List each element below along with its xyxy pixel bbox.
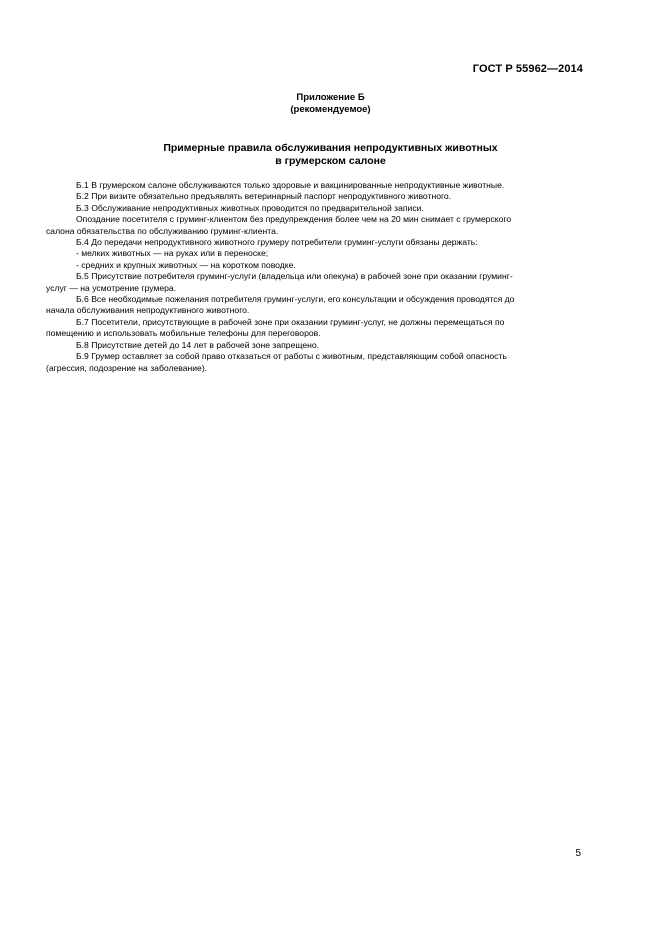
heading-line-2: в грумерском салоне (275, 155, 386, 167)
paragraph-first-line: Б.5 Присутствие потребителя груминг-услуги (владельца или опекуна) в рабочей зоне при оказании груминг- (76, 271, 513, 282)
paragraph (76, 340, 582, 351)
paragraph (46, 294, 582, 317)
paragraph-first-line: Опоздание посетителя с груминг-клиентом без предупреждения более чем на 20 мин снимает с грумерского (76, 214, 512, 225)
page-number: 5 (575, 848, 581, 859)
annex-status: (рекомендуемое) (290, 104, 371, 115)
paragraph-first-line: Б.6 Все необходимые пожелания потребителя груминг-услуги, его консультации и обсуждения проводятся до (76, 294, 515, 305)
annex-block (0, 92, 661, 116)
paragraph-first-line: - мелких животных — на руках или в переноске; (76, 248, 269, 259)
paragraph-continuation-line: начала обслуживания непродуктивного животного. (46, 305, 250, 316)
paragraph-continuation-line: салона обязательства по обслуживанию груминг-клиента. (46, 225, 279, 236)
paragraph-first-line: Б.2 При визите обязательно предъявлять ветеринарный паспорт непродуктивного животного. (76, 191, 452, 202)
paragraph (76, 260, 582, 271)
paragraph-continuation-line: услуг — на усмотрение грумера. (46, 282, 177, 293)
paragraph-first-line: Б.4 До передачи непродуктивного животного грумеру потребители груминг-услуги обязаны держать: (76, 237, 478, 248)
paragraph (76, 237, 582, 248)
heading-line-1: Примерные правила обслуживания непродуктивных животных (163, 142, 498, 154)
paragraph-first-line: - средних и крупных животных — на коротком поводке. (76, 259, 296, 270)
paragraph-continuation-line: помещению и использовать мобильные телефоны для переговоров. (46, 328, 321, 339)
section-heading (0, 142, 661, 168)
annex-title: Приложение Б (296, 92, 365, 103)
document-code: ГОСТ Р 55962—2014 (472, 63, 583, 75)
paragraph (76, 203, 582, 214)
paragraph (46, 214, 582, 237)
paragraph-first-line: Б.3 Обслуживание непродуктивных животных проводится по предварительной записи. (76, 202, 424, 213)
paragraph-continuation-line: (агрессия, подозрение на заболевание). (46, 362, 208, 373)
paragraph (76, 248, 582, 259)
paragraph-first-line: Б.1 В грумерском салоне обслуживаются только здоровые и вакцинированные непродуктивные животные. (76, 180, 505, 190)
paragraph (76, 180, 582, 191)
paragraph (46, 271, 582, 294)
paragraph (46, 316, 582, 340)
paragraph-first-line: Б.9 Грумер оставляет за собой право отказаться от работы с животным, представляющим собой опасность (76, 351, 507, 362)
paragraph (76, 191, 582, 202)
document-body (46, 180, 582, 374)
paragraph-first-line: Б.7 Посетители, присутствующие в рабочей зоне при оказании груминг-услуг, не должны перемещаться по (76, 316, 505, 327)
paragraph (46, 351, 582, 374)
paragraph-first-line: Б.8 Присутствие детей до 14 лет в рабочей зоне запрещено. (76, 339, 320, 350)
